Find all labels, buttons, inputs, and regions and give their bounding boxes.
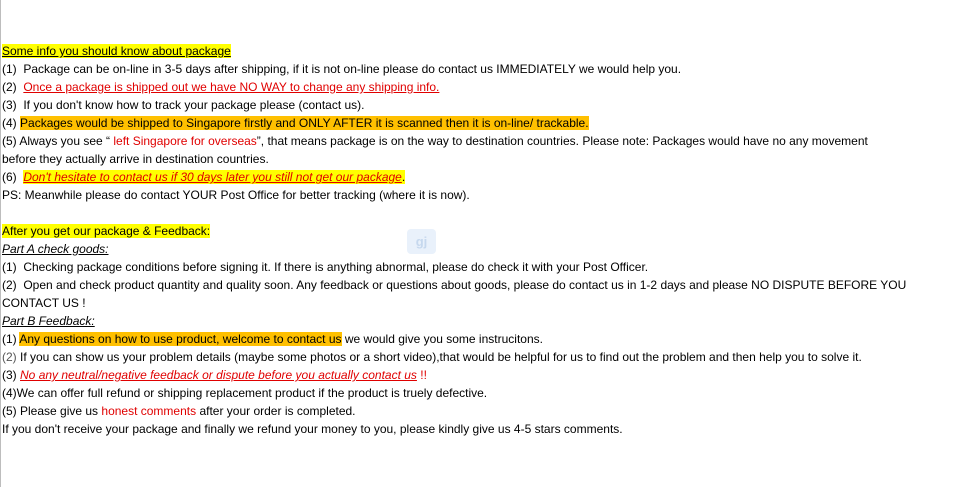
info-item-4: (4) Packages would be shipped to Singapore firstly and ONLY AFTER it is scanned then it is on-line/ trackable. [2, 116, 589, 130]
section1-heading: Some info you should know about package [2, 44, 231, 58]
info-item-5-cont: before they actually arrive in destination countries. [2, 152, 269, 166]
part-b-item-3: (3) No any neutral/negative feedback or dispute before you actually contact us !! [2, 368, 427, 382]
info-item-2: (2) Once a package is shipped out we have NO WAY to change any shipping info. [2, 80, 440, 94]
info-item-1: (1) Package can be on-line in 3-5 days after shipping, if it is not on-line please do contact us IMMEDIATELY we would help you. [2, 62, 682, 76]
info-item-5: (5) Always you see “ left Singapore for overseas”, that means package is on the way to destination countries. Please note: Packages would have no any movement [2, 134, 868, 148]
part-b-item-1: (1) Any questions on how to use product, welcome to contact us we would give you some instrucitons. [2, 332, 543, 346]
part-a-title: Part A check goods: [2, 242, 109, 256]
spacer [2, 204, 952, 222]
part-b-item-4: (4)We can offer full refund or shipping replacement product if the product is truely defective. [2, 386, 488, 400]
part-a-item-1: (1) Checking package conditions before signing it. If there is anything abnormal, please do check it with your Post Officer. [2, 260, 649, 274]
section2-heading: After you get our package & Feedback: [2, 224, 211, 238]
part-b-title: Part B Feedback: [2, 314, 95, 328]
info-item-6: (6) Don't hesitate to contact us if 30 days later you still not get our package. [2, 170, 406, 184]
info-document [2, 42, 952, 438]
info-item-3: (3) If you don't know how to track your package please (contact us). [2, 98, 365, 112]
ps-note: PS: Meanwhile please do contact YOUR Post Office for better tracking (where it is now). [2, 188, 470, 202]
watermark-logo-icon: gj [407, 229, 436, 254]
part-a-item-2-cont: CONTACT US ! [2, 296, 86, 310]
left-border [0, 0, 1, 487]
part-b-item-5: (5) Please give us honest comments after your order is completed. [2, 404, 356, 418]
final-note: If you don't receive your package and finally we refund your money to you, please kindly give us 4-5 stars comments. [2, 422, 623, 436]
part-a-item-2: (2) Open and check product quantity and quality soon. Any feedback or questions about goods, please do contact us in 1-2 days and please NO DISPUTE BEFORE YOU [2, 278, 907, 292]
part-b-item-2: (2) If you can show us your problem details (maybe some photos or a short video),that would be helpful for us to find out the problem and then help you to solve it. [2, 350, 862, 364]
